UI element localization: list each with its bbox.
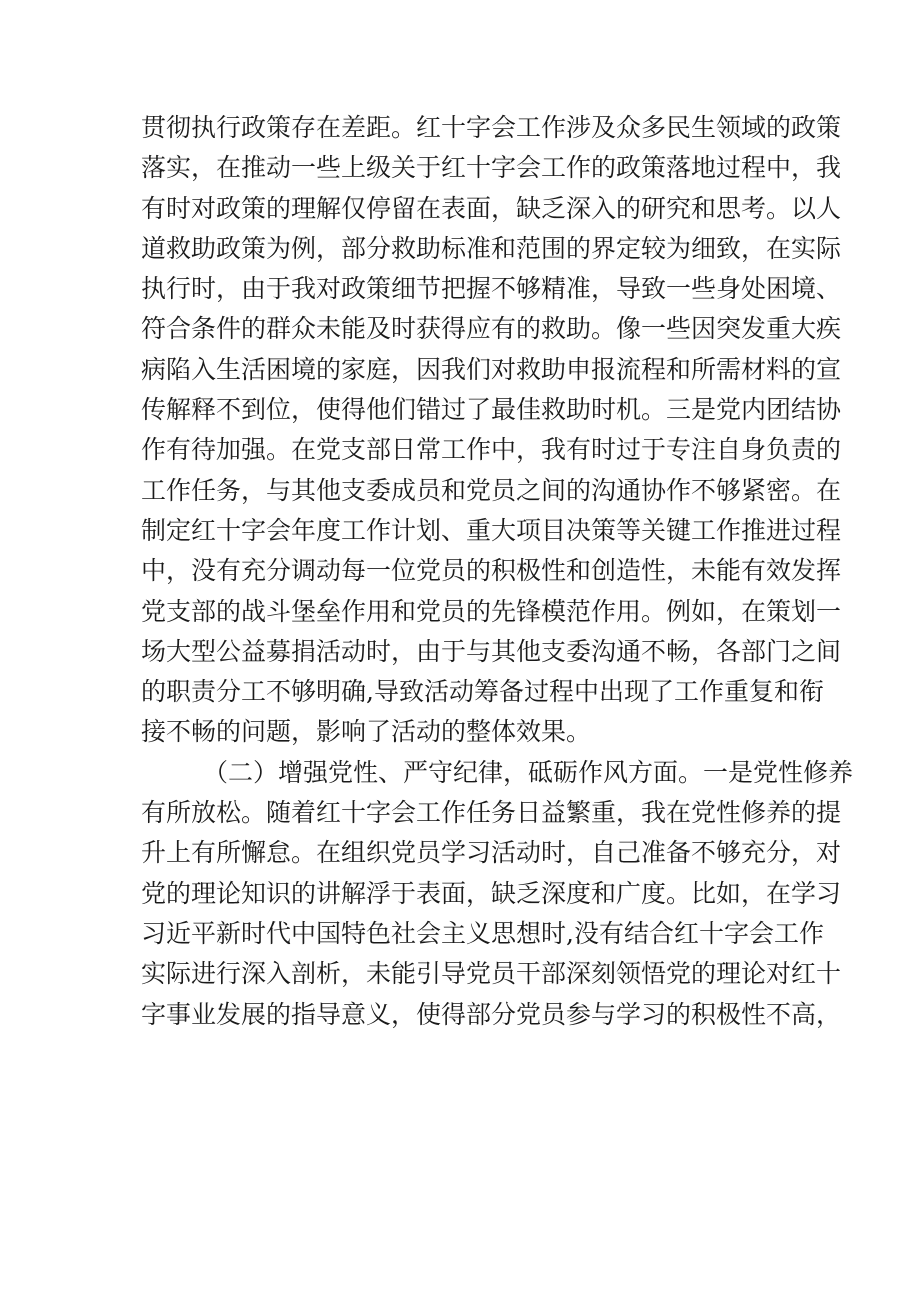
text-line: 作有待加强。在党支部日常工作中，我有时过于专注自身负责的 xyxy=(141,435,842,465)
text-line: 党的理论知识的讲解浮于表面，缺乏深度和广度。比如，在学习 xyxy=(141,878,842,908)
text-line: 制定红十字会年度工作计划、重大项目决策等关键工作推进过程 xyxy=(141,515,842,545)
text-line: 符合条件的群众未能及时获得应有的救助。像一些因突发重大疾 xyxy=(141,314,842,344)
text-line: 升上有所懈怠。在组织党员学习活动时，自己准备不够充分，对 xyxy=(141,838,842,868)
text-line: 有时对政策的理解仅停留在表面，缺乏深入的研究和思考。以人 xyxy=(141,193,842,223)
text-line: 实际进行深入剖析，未能引导党员干部深刻领悟党的理论对红十 xyxy=(141,959,842,989)
text-line: 有所放松。随着红十字会工作任务日益繁重，我在党性修养的提 xyxy=(141,798,842,828)
text-line: 中，没有充分调动每一位党员的积极性和创造性，未能有效发挥 xyxy=(141,556,842,586)
text-line: 传解释不到位，使得他们错过了最佳救助时机。三是党内团结协 xyxy=(141,395,842,425)
text-line: 落实，在推动一些上级关于红十字会工作的政策落地过程中，我 xyxy=(141,153,842,183)
text-line: 习近平新时代中国特色社会主义思想时,没有结合红十字会工作 xyxy=(141,918,824,948)
text-line: 工作任务，与其他支委成员和党员之间的沟通协作不够紧密。在 xyxy=(141,475,842,505)
text-line: 的职责分工不够明确,导致活动筹备过程中出现了工作重复和衔 xyxy=(141,677,824,707)
text-line: 病陷入生活困境的家庭，因我们对救助申报流程和所需材料的宣 xyxy=(141,354,842,384)
text-line: 党支部的战斗堡垒作用和党员的先锋模范作用。例如，在策划一 xyxy=(141,596,842,626)
text-line: 场大型公益募捐活动时，由于与其他支委沟通不畅，各部门之间 xyxy=(141,636,842,666)
text-line: 贯彻执行政策存在差距。红十字会工作涉及众多民生领域的政策 xyxy=(141,113,842,142)
text-line: 执行时，由于我对政策细节把握不够精准，导致一些身处困境、 xyxy=(141,274,842,304)
section-heading-line: （二）增强党性、严守纪律，砥砺作风方面。一是党性修养 xyxy=(203,757,854,787)
text-line: 道救助政策为例，部分救助标准和范围的界定较为细致，在实际 xyxy=(141,233,842,263)
text-line: 字事业发展的指导意义，使得部分党员参与学习的积极性不高， xyxy=(141,999,842,1029)
body-text xyxy=(141,108,854,1035)
paragraph-end-line: 接不畅的问题，影响了活动的整体效果。 xyxy=(141,717,592,747)
